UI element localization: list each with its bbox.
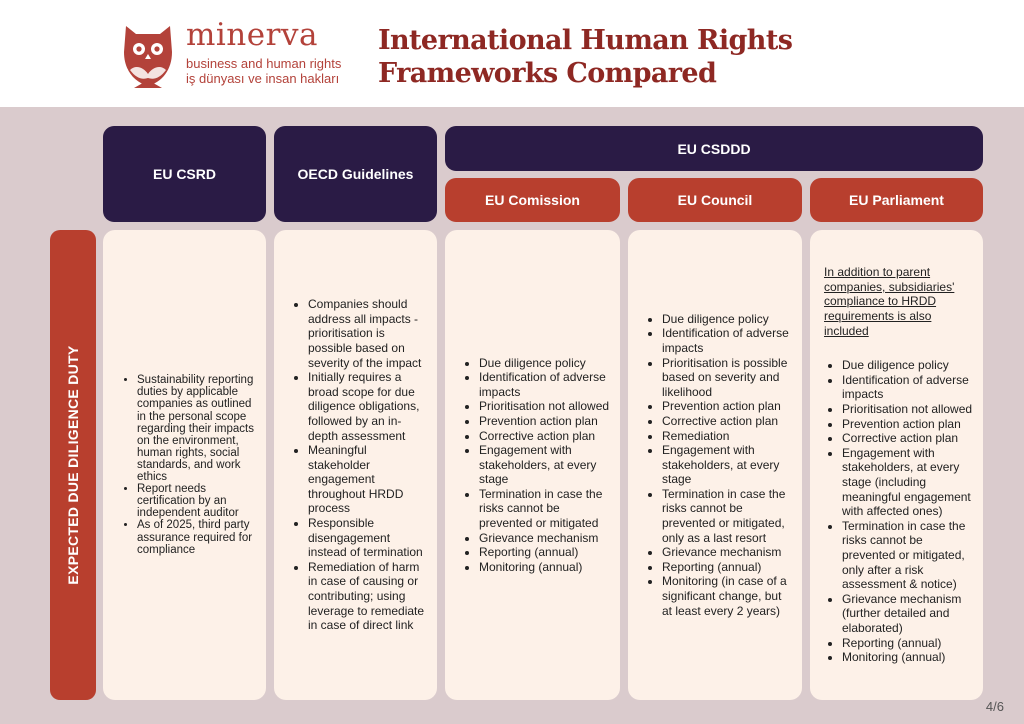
- card-council: [628, 230, 802, 700]
- list-item: • Engagement with stakeholders, at every stage (including meaningful engagement with affected ones): [842, 446, 973, 519]
- logo-tagline: [186, 56, 341, 86]
- column-header-csddd: EU CSDDD: [445, 126, 983, 171]
- list-item: • Identification of adverse impacts: [662, 326, 794, 355]
- row-label: EXPECTED DUE DILIGENCE DUTY: [65, 345, 81, 585]
- list-item: • Corrective action plan: [842, 431, 973, 446]
- list-item: • Monitoring (annual): [479, 560, 612, 575]
- list-item: • Due diligence policy: [842, 358, 973, 373]
- list-item: • Prioritisation not allowed: [479, 399, 612, 414]
- list-item: • Prevention action plan: [479, 414, 612, 429]
- list-item: • Prevention action plan: [662, 399, 794, 414]
- list-item: • Grievance mechanism: [479, 531, 612, 546]
- list-item: • Sustainability reporting duties by applicable companies as outlined in the personal scope regarding their impacts on the environment, human rights, social standards, and work ethics: [137, 374, 258, 483]
- list-item: • Initially requires a broad scope for due diligence obligations, followed by an in-depth assessment: [308, 370, 427, 443]
- list-item: • Remediation of harm in case of causing or contributing; using leverage to remediate in case of direct link: [308, 560, 427, 633]
- list-item: • Engagement with stakeholders, at every stage: [662, 443, 794, 487]
- list-item: • Prioritisation not allowed: [842, 402, 973, 417]
- logo-tagline-tr: iş dünyası ve insan hakları: [186, 71, 340, 86]
- column-header-oecd: OECD Guidelines: [274, 126, 437, 222]
- card-oecd: [274, 230, 437, 700]
- logo-wordmark: minerva: [186, 17, 318, 53]
- logo-tagline-en: business and human rights: [186, 56, 342, 71]
- council-list: [644, 312, 794, 618]
- column-header-parliament: EU Parliament: [810, 178, 983, 222]
- list-item: • Corrective action plan: [479, 429, 612, 444]
- list-item: • Engagement with stakeholders, at every stage: [479, 443, 612, 487]
- list-item: • Reporting (annual): [662, 560, 794, 575]
- list-item: • Identification of adverse impacts: [842, 373, 973, 402]
- list-item: • Responsible disengagement instead of termination: [308, 516, 427, 560]
- list-item: • Monitoring (in case of a significant change, but at least every 2 years): [662, 574, 794, 618]
- owl-logo-icon: [120, 22, 176, 90]
- csrd-list: [119, 374, 258, 555]
- list-item: • Meaningful stakeholder engagement throughout HRDD process: [308, 443, 427, 516]
- list-item: • Termination in case the risks cannot be prevented or mitigated, only as a last resort: [662, 487, 794, 545]
- parliament-list: [824, 358, 973, 664]
- parliament-intro: In addition to parent companies, subsidiaries' compliance to HRDD requirements is also included: [824, 265, 955, 338]
- list-item: • Corrective action plan: [662, 414, 794, 429]
- oecd-list: [290, 297, 427, 633]
- list-item: • Termination in case the risks cannot be prevented or mitigated, only after a risk assessment & notice): [842, 519, 973, 592]
- column-header-council: EU Council: [628, 178, 802, 222]
- page-header: [0, 0, 1024, 107]
- commission-list: [461, 356, 612, 575]
- list-item: • Prioritisation is possible based on severity and likelihood: [662, 356, 794, 400]
- list-item: • Report needs certification by an independent auditor: [137, 483, 258, 519]
- list-item: • Grievance mechanism: [662, 545, 794, 560]
- list-item: • Reporting (annual): [842, 636, 973, 651]
- list-item: • Grievance mechanism (further detailed and elaborated): [842, 592, 973, 636]
- list-item: • As of 2025, third party assurance required for compliance: [137, 519, 258, 555]
- column-header-csrd: EU CSRD: [103, 126, 266, 222]
- card-csrd: [103, 230, 266, 700]
- list-item: • Remediation: [662, 429, 794, 444]
- list-item: • Prevention action plan: [842, 417, 973, 432]
- list-item: • Termination in case the risks cannot be prevented or mitigated: [479, 487, 612, 531]
- column-header-commission: EU Comission: [445, 178, 620, 222]
- page-number: 4/6: [985, 699, 1004, 714]
- page-title: International Human Rights Frameworks Compared: [378, 25, 793, 89]
- list-item: • Due diligence policy: [479, 356, 612, 371]
- list-item: • Due diligence policy: [662, 312, 794, 327]
- card-commission: [445, 230, 620, 700]
- row-label-bar: [50, 230, 96, 700]
- list-item: • Reporting (annual): [479, 545, 612, 560]
- card-parliament: [810, 230, 983, 700]
- list-item: • Companies should address all impacts - prioritisation is possible based on severity of the impact: [308, 297, 427, 370]
- list-item: • Identification of adverse impacts: [479, 370, 612, 399]
- list-item: • Monitoring (annual): [842, 650, 973, 665]
